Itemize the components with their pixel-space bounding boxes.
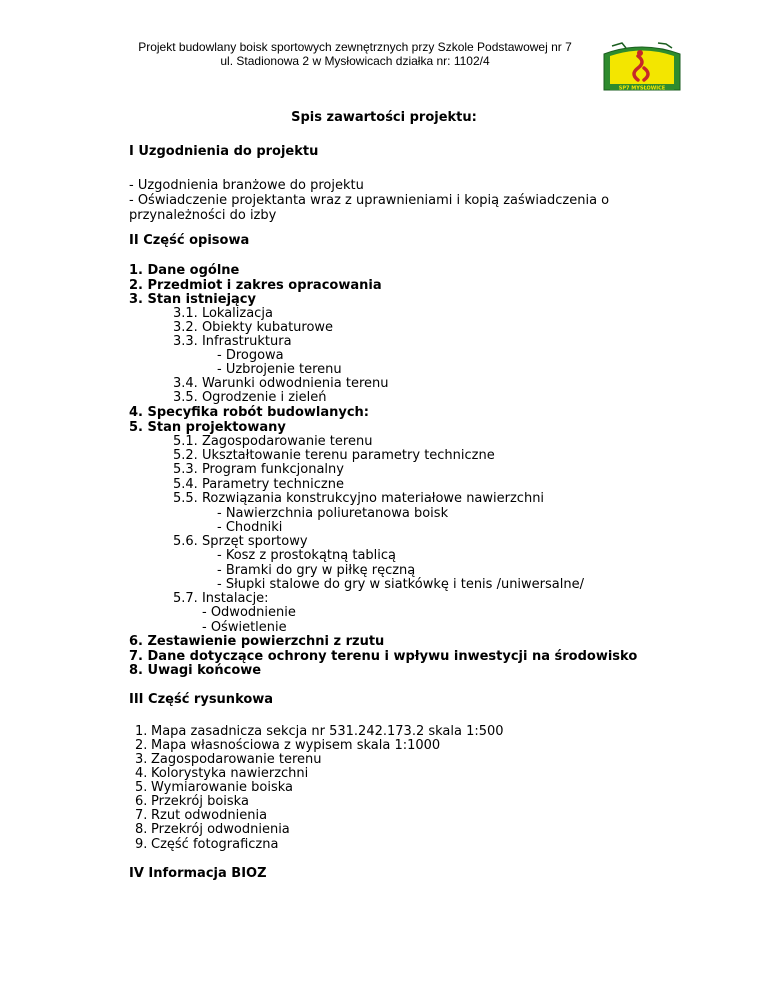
list-item: 3.1. Lokalizacja [173, 306, 273, 321]
list-item: 5.4. Parametry techniczne [173, 477, 344, 492]
list-item: - Uzbrojenie terenu [217, 362, 342, 377]
list-number: 8. [135, 822, 148, 837]
list-text: Część fotograficzna [151, 837, 279, 852]
list-item [135, 752, 322, 767]
list-item [135, 822, 290, 837]
list-item: 3.2. Obiekty kubaturowe [173, 320, 334, 335]
list-number: 3. [135, 752, 148, 767]
list-item: - Słupki stalowe do gry w siatkówkę i tenis /uniwersalne/ [217, 577, 584, 592]
list-text: Zagospodarowanie terenu [151, 752, 322, 767]
list-item: 8. Uwagi końcowe [129, 663, 262, 678]
page-header [120, 40, 590, 68]
list-item: 3.4. Warunki odwodnienia terenu [173, 376, 389, 391]
list-text: Przekrój odwodnienia [151, 822, 290, 837]
list-item [135, 794, 249, 809]
section-2-heading: II Część opisowa [129, 233, 250, 248]
list-text: Wymiarowanie boiska [151, 780, 294, 795]
list-item: 5.7. Instalacje: [173, 591, 269, 606]
section-3-heading: III Część rysunkowa [129, 692, 274, 707]
list-item: - Oświetlenie [202, 620, 287, 635]
list-text: Kolorystyka nawierzchni [151, 766, 309, 781]
list-item: - Nawierzchnia poliuretanowa boisk [217, 506, 449, 521]
section-4-heading: IV Informacja BIOZ [129, 866, 267, 881]
list-item: 6. Zestawienie powierzchni z rzutu [129, 634, 385, 649]
list-item: 2. Przedmiot i zakres opracowania [129, 278, 382, 293]
header-line-1: Projekt budowlany boisk sportowych zewnętrznych przy Szkole Podstawowej nr 7 [138, 40, 572, 54]
list-item: 3.5. Ogrodzenie i zieleń [173, 390, 327, 405]
section-1-heading: I Uzgodnienia do projektu [129, 144, 319, 159]
list-item: 3. Stan istniejący [129, 292, 256, 307]
list-item [135, 766, 308, 781]
list-item: - Drogowa [217, 348, 284, 363]
list-number: 7. [135, 808, 148, 823]
page-title: Spis zawartości projektu: [291, 110, 477, 125]
list-item: - Oświadczenie projektanta wraz z uprawnieniami i kopią zaświadczenia o [129, 193, 610, 208]
list-item: 5.6. Sprzęt sportowy [173, 534, 308, 549]
list-number: 5. [135, 780, 148, 795]
list-item: - Odwodnienie [202, 605, 296, 620]
list-item: - Uzgodnienia branżowe do projektu [129, 178, 364, 193]
list-text: Mapa własnościowa z wypisem skala 1:1000 [151, 738, 441, 753]
list-item [135, 724, 504, 739]
svg-text:SP7 MYSŁOWICE: SP7 MYSŁOWICE [618, 85, 666, 92]
list-text: Rzut odwodnienia [151, 808, 268, 823]
list-item: 3.3. Infrastruktura [173, 334, 292, 349]
list-item [135, 808, 267, 823]
list-item: 5.3. Program funkcjonalny [173, 462, 344, 477]
list-item: 5.2. Ukształtowanie terenu parametry techniczne [173, 448, 495, 463]
list-text: Mapa zasadnicza sekcja nr 531.242.173.2 skala 1:500 [151, 724, 504, 739]
list-item: - Bramki do gry w piłkę ręczną [217, 563, 416, 578]
list-item: - Kosz z prostokątną tablicą [217, 548, 397, 563]
list-item: 7. Dane dotyczące ochrony terenu i wpływu inwestycji na środowisko [129, 649, 638, 664]
list-item: 5.5. Rozwiązania konstrukcyjno materiałowe nawierzchni [173, 491, 545, 506]
list-item: 5. Stan projektowany [129, 420, 286, 435]
list-number: 1. [135, 724, 148, 739]
list-item: - Chodniki [217, 520, 283, 535]
list-text: Przekrój boiska [151, 794, 249, 809]
school-logo [600, 40, 684, 92]
list-number: 2. [135, 738, 148, 753]
list-item [135, 837, 278, 852]
list-number: 4. [135, 766, 148, 781]
header-line-2: ul. Stadionowa 2 w Mysłowicach działka nr: 1102/4 [220, 54, 490, 68]
list-number: 6. [135, 794, 148, 809]
list-item: 5.1. Zagospodarowanie terenu [173, 434, 373, 449]
list-item: przynależności do izby [129, 208, 277, 223]
list-number: 9. [135, 837, 148, 852]
list-item: 4. Specyfika robót budowlanych: [129, 405, 369, 420]
list-item [135, 780, 293, 795]
list-item: 1. Dane ogólne [129, 263, 240, 278]
list-item [135, 738, 440, 753]
